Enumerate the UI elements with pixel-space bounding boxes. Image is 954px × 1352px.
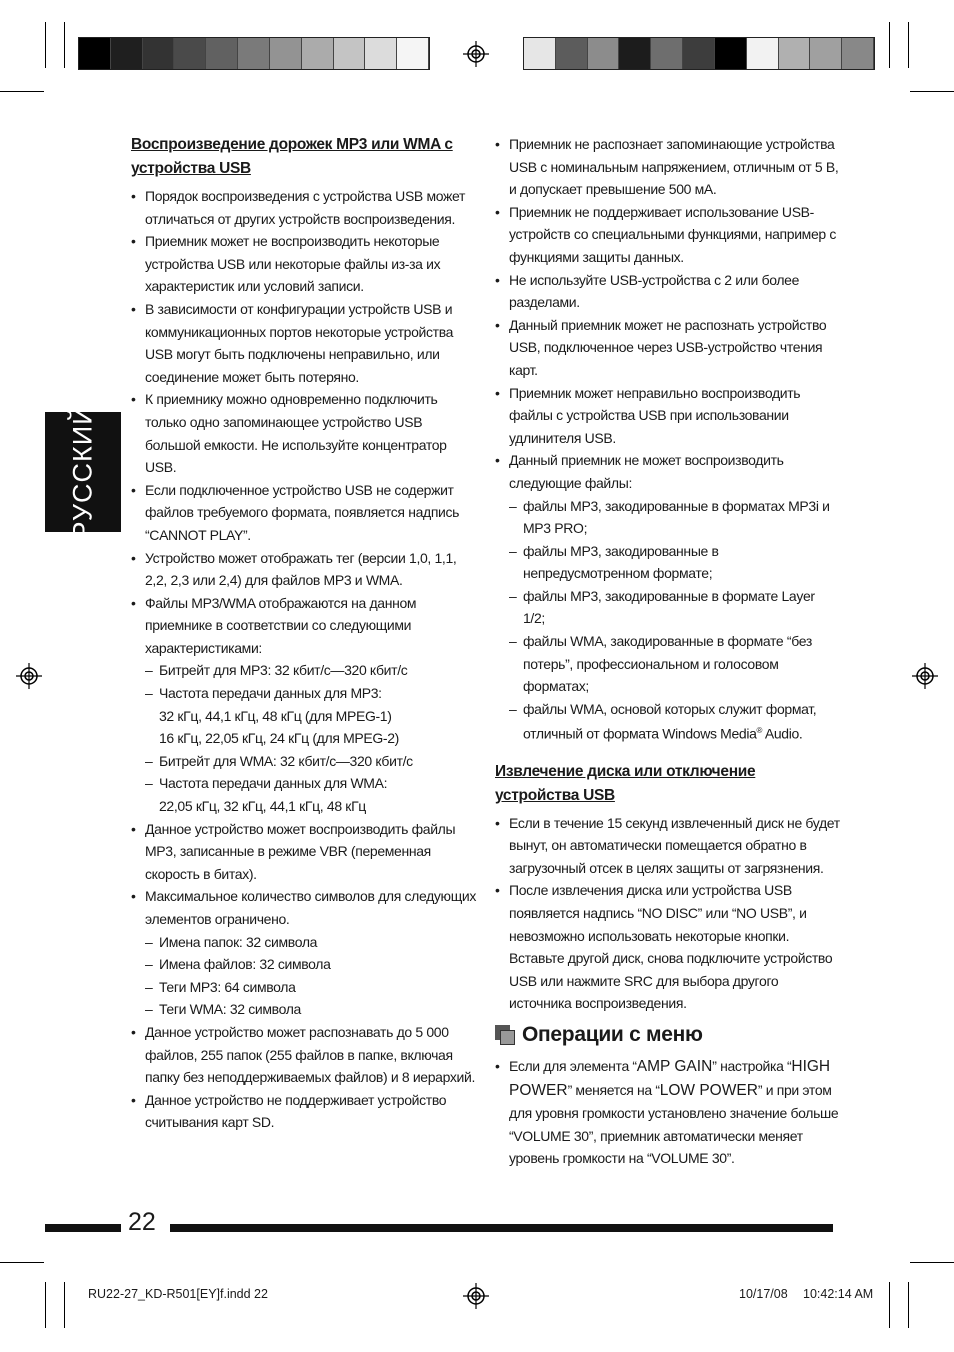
unsupported-sublist <box>509 495 840 746</box>
color-swatch <box>79 38 111 69</box>
list-item <box>131 592 476 818</box>
registration-mark-icon <box>16 663 42 689</box>
list-item: • Приемник не распознает запоминающие устройства USB с номинальным напряжением, отличным от 5 В, и допускает превышение 500 мА. <box>495 133 840 201</box>
sub-item: – Теги MP3: 64 символа <box>145 976 476 999</box>
list-item: • Приемник может не воспроизводить некоторые устройства USB или некоторые файлы из-за их характеристик или условий записи. <box>131 230 476 298</box>
list-item: • Устройство может отображать тег (версии 1,0, 1,1, 2,2, 2,3 или 2,4) для файлов MP3 и WMA. <box>131 547 476 592</box>
list-item: • Данное устройство может распознавать до 5 000 файлов, 255 папок (255 файлов в папке, включая папку без неподдерживаемых файлов) и 8 иерархий. <box>131 1021 476 1089</box>
color-swatch <box>238 38 270 69</box>
color-swatch <box>334 38 366 69</box>
language-tab-label: РУССКИЙ <box>67 404 98 540</box>
list-item: • Приемник не поддерживает использование USB-устройств со специальными функциями, например с функциями защиты данных. <box>495 201 840 269</box>
list-item: • В зависимости от конфигурации устройств USB и коммуникационных портов некоторые устройства USB могут быть подключены неправильно, или соединение может быть потеряно. <box>131 298 476 388</box>
list-item: • Данное устройство может воспроизводить файлы MP3, записанные в режиме VBR (переменная скорость в битах). <box>131 818 476 886</box>
crop-mark <box>908 22 909 68</box>
list-item: • После извлечения диска или устройства USB появляется надпись “NO DISC” или “NO USB”, и невозможно использовать некоторые кнопки. Вставьте другой диск, снова подключите устройство USB или нажмите SRC для выбора другого источника воспроизведения. <box>495 879 840 1015</box>
crop-mark <box>45 22 46 68</box>
color-swatch <box>747 38 779 69</box>
crop-mark <box>910 91 954 92</box>
crop-mark <box>910 1262 954 1263</box>
footer-time: 10:42:14 AM <box>803 1287 874 1301</box>
color-swatch <box>779 38 811 69</box>
color-swatch <box>588 38 620 69</box>
footer-date: 10/17/08 <box>739 1287 788 1301</box>
color-swatch <box>715 38 747 69</box>
usb-limitations-notes <box>495 133 840 746</box>
color-swatch <box>810 38 842 69</box>
page-number: 22 <box>128 1208 156 1236</box>
color-swatch <box>683 38 715 69</box>
crop-mark <box>0 91 44 92</box>
crop-mark <box>45 1282 46 1328</box>
left-column <box>131 133 476 1134</box>
usb-playback-notes <box>131 185 476 1134</box>
list-item: • Данный приемник может не распознать устройство USB, подключенное через USB-устройство чтения карт. <box>495 314 840 382</box>
list-item: • К приемнику можно одновременно подключить только одно запоминающее устройство USB большой емкости. Не используйте концентратор USB. <box>131 388 476 478</box>
list-item: • Если для элемента “AMP GAIN” настройка “HIGH POWER” меняется на “LOW POWER” и при этом для уровня громкости установлено значение больше “VOLUME 30”, приемник автоматически меняет уровень громкости на “VOLUME 30”. <box>495 1055 840 1170</box>
section-heading-menu: Операции с меню <box>495 1023 840 1047</box>
sub-item: – Частота передачи данных для WMA: 22,05 кГц, 32 кГц, 44,1 кГц, 48 кГц <box>145 772 476 817</box>
list-item: • Если подключенное устройство USB не содержит файлов требуемого формата, появляется надпись “CANNOT PLAY”. <box>131 479 476 547</box>
registration-mark-icon <box>463 1283 489 1309</box>
list-item: • Если в течение 15 секунд извлеченный диск не будет вынут, он автоматически помещается обратно в загрузочный отсек в целях защиты от загрязнения. <box>495 812 840 880</box>
page-rule <box>45 1224 121 1232</box>
sub-item: – файлы MP3, закодированные в форматах MP3i и MP3 PRO; <box>509 495 840 540</box>
color-swatch <box>365 38 397 69</box>
crop-mark <box>889 1282 890 1328</box>
list-item: • Порядок воспроизведения с устройства USB может отличаться от других устройств воспроизведения. <box>131 185 476 230</box>
list-item: • Не используйте USB-устройства с 2 или более разделами. <box>495 269 840 314</box>
eject-notes <box>495 812 840 1015</box>
color-swatch <box>111 38 143 69</box>
list-item <box>495 449 840 745</box>
registration-mark-icon <box>912 663 938 689</box>
color-swatch <box>842 38 874 69</box>
list-item <box>131 885 476 1021</box>
color-swatch <box>397 38 429 69</box>
crop-mark <box>64 22 65 68</box>
page-rule <box>170 1224 833 1232</box>
color-swatch <box>143 38 175 69</box>
color-swatch <box>556 38 588 69</box>
sub-item: – файлы MP3, закодированные в формате Layer 1/2; <box>509 585 840 630</box>
color-swatch <box>524 38 556 69</box>
list-item: • Приемник может неправильно воспроизводить файлы с устройства USB при использовании удлинителя USB. <box>495 382 840 450</box>
sub-item: – файлы WMA, основой которых служит формат, отличный от формата Windows Media® Audio. <box>509 698 840 746</box>
sub-item: – Частота передачи данных для MP3: 32 кГц, 44,1 кГц, 48 кГц (для MPEG-1) 16 кГц, 22,05 кГц, 24 кГц (для MPEG-2) <box>145 682 476 750</box>
color-calibration-bar-left <box>78 37 430 70</box>
color-swatch <box>302 38 334 69</box>
limits-sublist <box>145 931 476 1021</box>
unsupported-intro: Данный приемник не может воспроизводить следующие файлы: <box>509 452 784 491</box>
color-swatch <box>174 38 206 69</box>
color-swatch <box>619 38 651 69</box>
color-swatch <box>206 38 238 69</box>
list-item: • Данное устройство не поддерживает устройство считывания карт SD. <box>131 1089 476 1134</box>
language-tab <box>45 404 121 540</box>
sub-item: – Битрейт для WMA: 32 кбит/с—320 кбит/с <box>145 750 476 773</box>
heading-square-icon <box>495 1025 515 1045</box>
footer-filename: RU22-27_KD-R501[EY]f.indd 22 <box>88 1287 268 1301</box>
limits-intro: Максимальное количество символов для следующих элементов ограничено. <box>145 888 476 927</box>
crop-mark <box>0 1262 44 1263</box>
color-calibration-bar-right <box>523 37 875 70</box>
registration-mark-icon <box>463 41 489 67</box>
sub-item: – файлы MP3, закодированные в непредусмотренном формате; <box>509 540 840 585</box>
section-heading-usb-playback: Воспроизведение дорожек MP3 или WMA с устройства USB <box>131 136 453 177</box>
menu-notes <box>495 1055 840 1170</box>
crop-mark <box>908 1282 909 1328</box>
crop-mark <box>64 1282 65 1328</box>
sub-item: – файлы WMA, закодированные в формате “без потерь”, профессиональном и голосовом форматах; <box>509 630 840 698</box>
color-swatch <box>651 38 683 69</box>
section-heading-eject: Извлечение диска или отключение устройства USB <box>495 762 756 804</box>
crop-mark <box>889 22 890 68</box>
formats-sublist <box>145 659 476 817</box>
sub-item: – Теги WMA: 32 символа <box>145 998 476 1021</box>
sub-item: – Битрейт для MP3: 32 кбит/с—320 кбит/с <box>145 659 476 682</box>
formats-intro: Файлы MP3/WMA отображаются на данном приемнике в соответствии со следующими характеристиками: <box>145 594 417 656</box>
color-swatch <box>270 38 302 69</box>
sub-item: – Имена файлов: 32 символа <box>145 953 476 976</box>
sub-item: – Имена папок: 32 символа <box>145 931 476 954</box>
right-column <box>495 133 840 1170</box>
